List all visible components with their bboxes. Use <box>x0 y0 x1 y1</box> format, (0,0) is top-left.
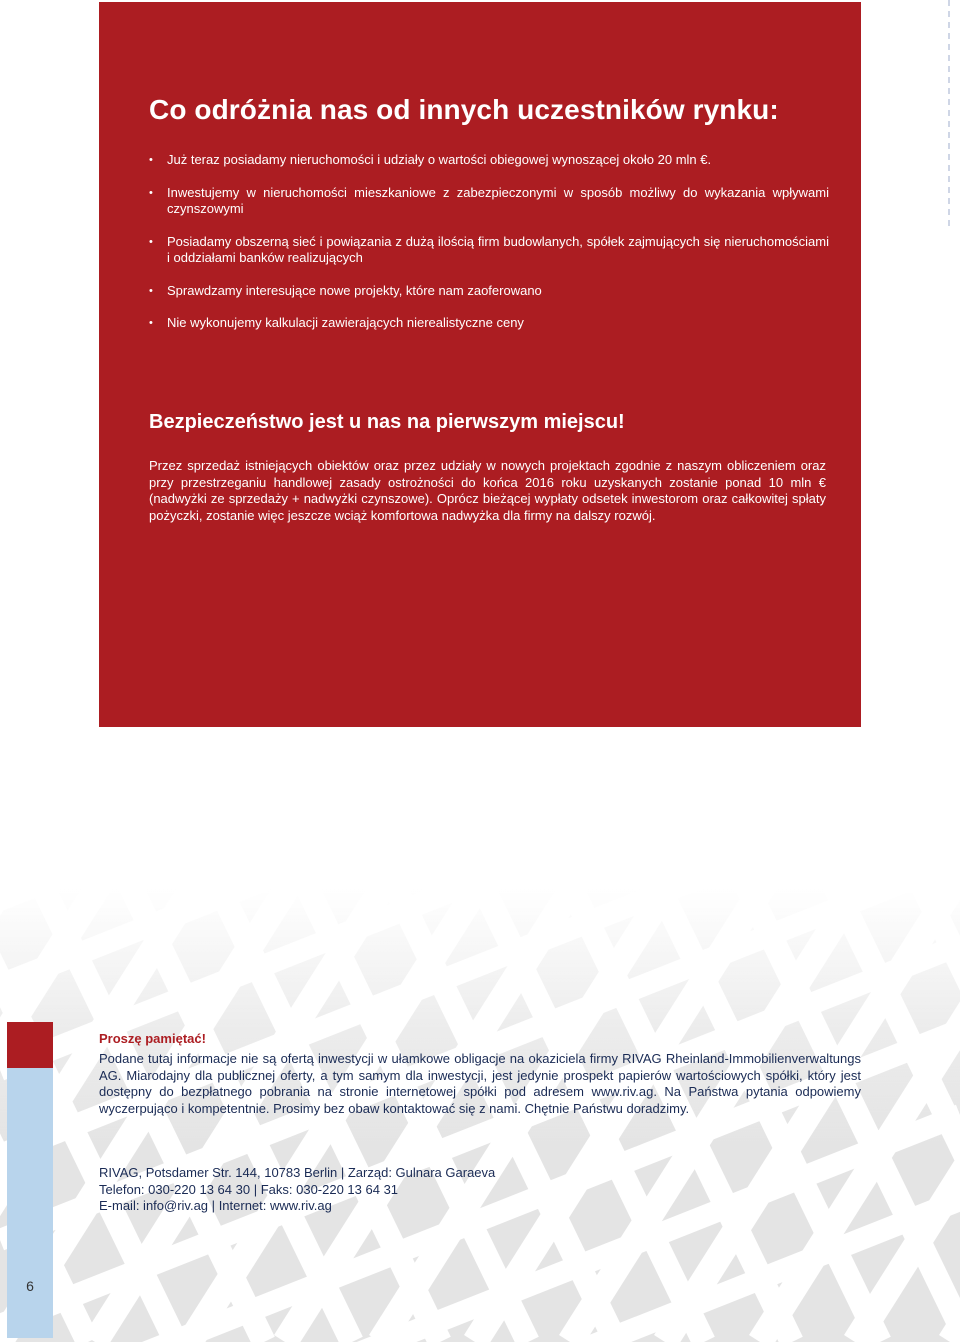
separator: | <box>253 1181 258 1197</box>
list-item: • Sprawdzamy interesujące nowe projekty, które nam zaoferowano <box>149 283 829 300</box>
security-heading: Bezpieczeństwo jest u nas na pierwszym miejscu! <box>149 411 625 433</box>
contact-line-address <box>99 1165 861 1182</box>
notice-title: Proszę pamiętać! <box>99 1031 206 1046</box>
red-info-panel <box>99 2 861 727</box>
email-address: E-mail: info@riv.ag <box>99 1198 209 1213</box>
security-paragraph: Przez sprzedaż istniejących obiektów oraz przez udziały w nowych projektach zgodnie z naszym obliczeniem oraz przy przestrzeganiu handlowej zasady ostrożności do końca 2016 roku uzyskanych zostanie ponad 10 mln € (nadwyżki ze sprzedaży + nadwyżki czynszowe). Oprócz bieżącej wypłaty odsetek inwestorom oraz całkowitej spłaty pożyczki, zostanie więc jeszcze wciąż komfortowa nadwyżka dla firmy na dalszy rozwój. <box>149 458 826 524</box>
list-item: • Inwestujemy w nieruchomości mieszkaniowe z zabezpieczonymi w sposób możliwy do wykazania wpływami czynszowymi <box>149 185 829 218</box>
contact-line-phone <box>99 1182 861 1199</box>
list-item: • Posiadamy obszerną sieć i powiązania z dużą ilością firm budowlanych, spółek zajmujących się nieruchomościami i oddziałami banków realizujących <box>149 234 829 267</box>
panel-heading: Co odróżnia nas od innych uczestników rynku: <box>149 94 779 125</box>
phone-number: Telefon: 030-220 13 64 30 <box>99 1181 251 1197</box>
separator: | <box>340 1165 345 1180</box>
edge-marks <box>944 0 954 240</box>
notice-text: Podane tutaj informacje nie są ofertą inwestycji w ułamkowe obligacje na okaziciela firmy RIVAG Rheinland-Immobilienverwaltungs AG. Miarodajny dla publicznej oferty, a tym samym dla inwestycji, jest jedynie prospekt papierów wartościowych spółki, który jest dostępny do bezpłatnego pobrania na stronie internetowej spółki pod adresem www.riv.ag. Na Państwa pytania odpowiemy wyczerpująco i kompetentnie. Prosimy bez obaw kontaktować się z nami. Chętnie Państwu doradzimy. <box>99 1051 861 1116</box>
fax-number: Faks: 030-220 13 64 31 <box>260 1181 399 1197</box>
side-red-block <box>7 1022 53 1068</box>
list-item: • Już teraz posiadamy nieruchomości i udziały o wartości obiegowej wynoszącej około 20 mln €. <box>149 152 829 169</box>
website-address: Internet: www.riv.ag <box>218 1198 332 1213</box>
page-number: 6 <box>26 1278 34 1294</box>
contact-line-web <box>99 1198 861 1215</box>
side-blue-strip <box>7 1068 53 1338</box>
management-board: Zarząd: Gulnara Garaeva <box>347 1165 496 1180</box>
separator: | <box>211 1198 216 1213</box>
advantages-list <box>149 152 829 332</box>
notice-block <box>99 1030 861 1117</box>
company-address: RIVAG, Potsdamer Str. 144, 10783 Berlin <box>99 1165 338 1180</box>
contact-block <box>99 1165 861 1215</box>
list-item: • Nie wykonujemy kalkulacji zawierających nierealistyczne ceny <box>149 315 829 332</box>
